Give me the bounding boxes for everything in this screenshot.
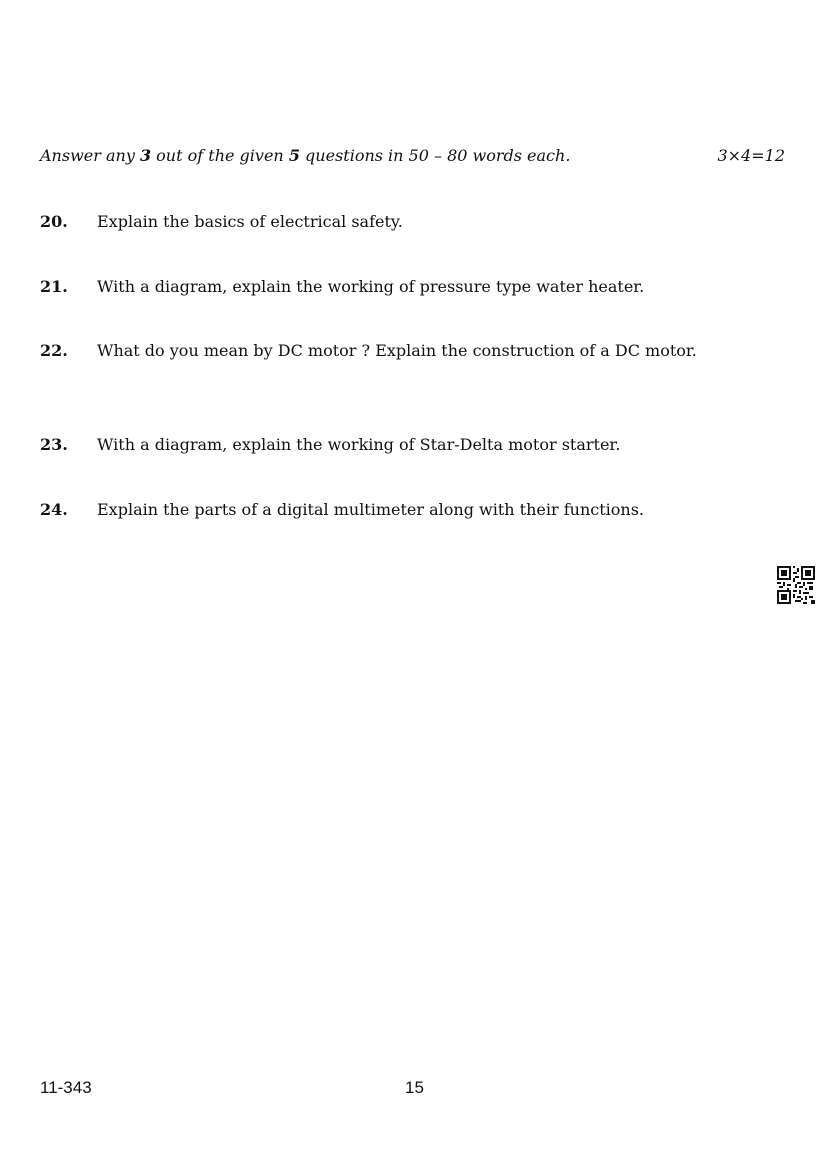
paper-code: 11-343 [40, 1078, 92, 1097]
instruction-part-3: questions in 50 – 80 words each. [299, 146, 571, 165]
qr-code-icon [777, 566, 815, 604]
instruction-count-attempt: 3 [139, 146, 152, 165]
question-number: 21. [40, 277, 68, 296]
instruction-text [40, 146, 570, 165]
question-23 [40, 429, 745, 460]
question-number: 23. [40, 435, 68, 454]
instruction-part-1: Answer any [40, 146, 140, 165]
question-text: With a diagram, explain the working of Star-Delta motor starter. [97, 435, 621, 454]
instruction-count-total: 5 [288, 146, 300, 165]
question-text: With a diagram, explain the working of pressure type water heater. [97, 277, 645, 296]
question-22 [40, 335, 745, 366]
question-20 [40, 206, 745, 237]
question-21 [40, 271, 745, 302]
instruction-part-2: out of the given [151, 146, 289, 165]
question-text: What do you mean by DC motor ? Explain the construction of a DC motor. [97, 341, 697, 360]
question-24 [40, 494, 745, 525]
question-text: Explain the parts of a digital multimeter along with their functions. [97, 500, 645, 519]
question-number: 22. [40, 341, 68, 360]
question-text: Explain the basics of electrical safety. [97, 212, 403, 231]
question-number: 20. [40, 212, 68, 231]
question-number: 24. [40, 500, 68, 519]
section-instruction [40, 145, 785, 167]
page-number: 15 [405, 1078, 424, 1097]
marks-allocation: 3×4=12 [717, 146, 785, 165]
